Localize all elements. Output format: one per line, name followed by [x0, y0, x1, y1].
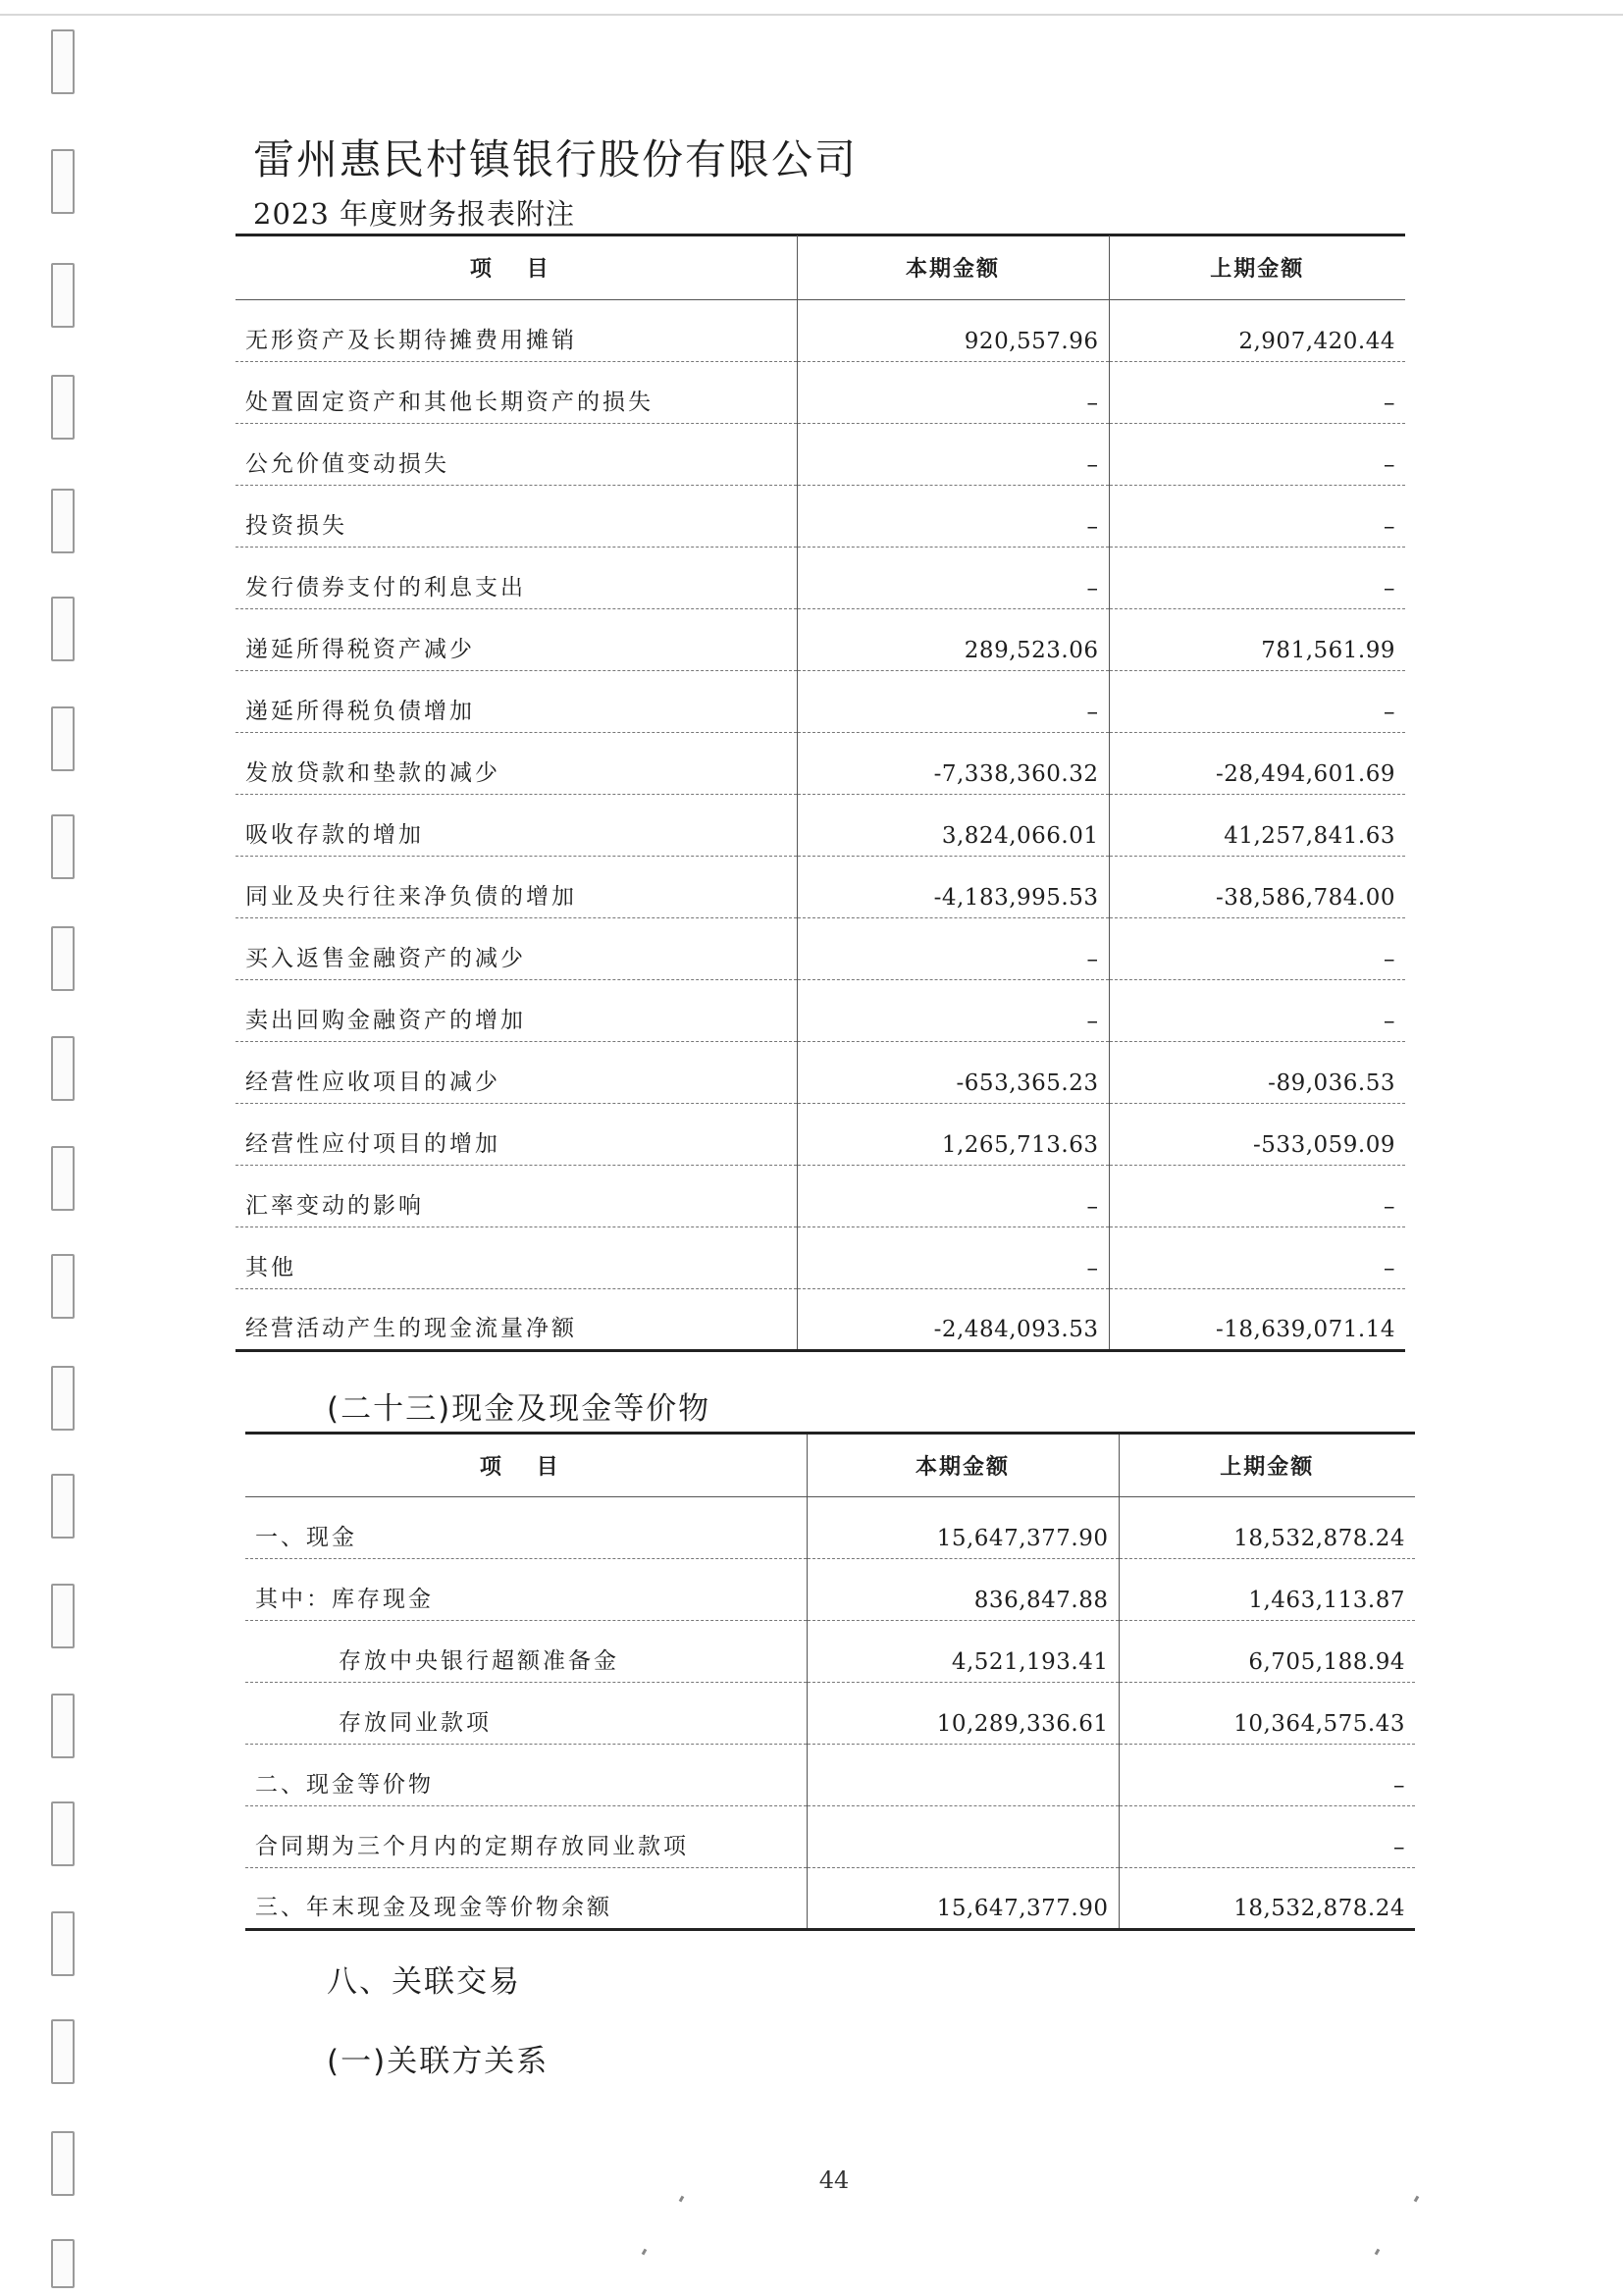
table-row	[236, 361, 1405, 423]
current-amount: 10,289,336.61	[807, 1682, 1119, 1744]
cash-equivalents-table	[245, 1435, 1415, 1931]
current-amount: –	[797, 1165, 1109, 1226]
current-amount: -653,365.23	[797, 1041, 1109, 1103]
row-label: 存放中央银行超额准备金	[245, 1620, 807, 1682]
table-row	[236, 917, 1405, 979]
table-row	[236, 1103, 1405, 1165]
report-subtitle: 2023 年度财务报表附注	[253, 197, 576, 231]
cash-flow-supplement-table	[236, 235, 1405, 1352]
binding-hole	[51, 29, 75, 94]
table-row	[236, 423, 1405, 485]
binding-hole	[51, 1584, 75, 1648]
binding-hole	[51, 1036, 75, 1101]
prior-amount: 2,907,420.44	[1109, 299, 1405, 361]
table-row	[245, 1496, 1415, 1558]
current-amount: 1,265,713.63	[797, 1103, 1109, 1165]
row-label: 其中：库存现金	[245, 1558, 807, 1620]
column-header-item: 项 目	[479, 1454, 572, 1480]
row-label: 递延所得税资产减少	[236, 608, 797, 670]
row-label: 无形资产及长期待摊费用摊销	[236, 299, 797, 361]
current-amount: 3,824,066.01	[797, 794, 1109, 856]
prior-amount: –	[1109, 485, 1405, 547]
row-label: 发行债券支付的利息支出	[236, 547, 797, 608]
current-amount: –	[797, 423, 1109, 485]
binding-hole	[51, 1366, 75, 1431]
binding-hole	[51, 706, 75, 771]
binding-hole	[51, 1801, 75, 1866]
row-label: 发放贷款和垫款的减少	[236, 732, 797, 794]
prior-amount: -38,586,784.00	[1109, 856, 1405, 917]
current-amount: 4,521,193.41	[807, 1620, 1119, 1682]
binding-hole	[51, 489, 75, 553]
binding-holes	[51, 29, 77, 2286]
table-row	[236, 732, 1405, 794]
binding-hole	[51, 926, 75, 991]
table-row	[236, 608, 1405, 670]
row-label: 合同期为三个月内的定期存放同业款项	[245, 1805, 807, 1867]
binding-hole	[51, 597, 75, 661]
prior-amount: –	[1109, 423, 1405, 485]
table-row	[236, 1165, 1405, 1226]
prior-amount: –	[1119, 1744, 1415, 1805]
prior-amount: -28,494,601.69	[1109, 732, 1405, 794]
prior-amount: 18,532,878.24	[1119, 1496, 1415, 1558]
column-header-current: 本期金额	[797, 235, 1109, 299]
scan-speck	[679, 2196, 685, 2203]
prior-amount: –	[1119, 1805, 1415, 1867]
table-row	[236, 979, 1405, 1041]
table-row	[236, 299, 1405, 361]
prior-amount: –	[1109, 1165, 1405, 1226]
current-amount	[807, 1805, 1119, 1867]
prior-amount: 1,463,113.87	[1119, 1558, 1415, 1620]
row-label: 买入返售金融资产的减少	[236, 917, 797, 979]
prior-amount: 18,532,878.24	[1119, 1867, 1415, 1929]
prior-amount: –	[1109, 917, 1405, 979]
row-label: 卖出回购金融资产的增加	[236, 979, 797, 1041]
current-amount: -7,338,360.32	[797, 732, 1109, 794]
prior-amount: –	[1109, 979, 1405, 1041]
table-total-row	[245, 1867, 1415, 1929]
binding-hole	[51, 263, 75, 328]
row-label: 经营性应收项目的减少	[236, 1041, 797, 1103]
column-header-prior: 上期金额	[1109, 235, 1405, 299]
scan-speck	[642, 2249, 648, 2256]
row-label: 经营性应付项目的增加	[236, 1103, 797, 1165]
row-label: 吸收存款的增加	[236, 794, 797, 856]
prior-amount: -18,639,071.14	[1109, 1288, 1405, 1350]
column-header-item: 项 目	[469, 256, 562, 282]
binding-hole	[51, 2131, 75, 2196]
scan-top-edge	[0, 14, 1623, 16]
table-row	[236, 794, 1405, 856]
row-label: 同业及央行往来净负债的增加	[236, 856, 797, 917]
scan-speck	[1375, 2249, 1381, 2256]
table-row	[245, 1558, 1415, 1620]
current-amount: –	[797, 670, 1109, 732]
prior-amount: –	[1109, 547, 1405, 608]
prior-amount: –	[1109, 670, 1405, 732]
row-label: 三、年末现金及现金等价物余额	[245, 1867, 807, 1929]
row-label: 处置固定资产和其他长期资产的损失	[236, 361, 797, 423]
current-amount: –	[797, 917, 1109, 979]
row-label: 递延所得税负债增加	[236, 670, 797, 732]
table-total-row	[236, 1288, 1405, 1350]
table-row	[245, 1805, 1415, 1867]
prior-amount: –	[1109, 1226, 1405, 1288]
table-header-row	[245, 1435, 1415, 1496]
row-label: 二、现金等价物	[245, 1744, 807, 1805]
binding-hole	[51, 1146, 75, 1211]
section-subheading-related-parties: (一)关联方关系	[327, 2044, 550, 2079]
prior-amount: 6,705,188.94	[1119, 1620, 1415, 1682]
row-label: 公允价值变动损失	[236, 423, 797, 485]
current-amount: 289,523.06	[797, 608, 1109, 670]
section-heading-cash-equivalents: (二十三)现金及现金等价物	[327, 1391, 711, 1427]
company-name: 雷州惠民村镇银行股份有限公司	[253, 135, 859, 183]
binding-hole	[51, 1694, 75, 1758]
current-amount: 15,647,377.90	[807, 1496, 1119, 1558]
binding-hole	[51, 149, 75, 214]
current-amount: 15,647,377.90	[807, 1867, 1119, 1929]
scan-speck	[1414, 2196, 1420, 2203]
prior-amount: 781,561.99	[1109, 608, 1405, 670]
table-header-row	[236, 235, 1405, 299]
current-amount	[807, 1744, 1119, 1805]
table-row	[236, 670, 1405, 732]
table-row	[245, 1620, 1415, 1682]
current-amount: -2,484,093.53	[797, 1288, 1109, 1350]
table-row	[236, 1041, 1405, 1103]
binding-hole	[51, 1254, 75, 1319]
current-amount: 920,557.96	[797, 299, 1109, 361]
row-label: 投资损失	[236, 485, 797, 547]
prior-amount: 41,257,841.63	[1109, 794, 1405, 856]
binding-hole	[51, 1911, 75, 1976]
table-row	[236, 547, 1405, 608]
section-heading-related-transactions: 八、关联交易	[327, 1964, 521, 2000]
column-header-prior: 上期金额	[1119, 1435, 1415, 1496]
table-row	[236, 1226, 1405, 1288]
table-row	[236, 856, 1405, 917]
column-header-current: 本期金额	[807, 1435, 1119, 1496]
current-amount: -4,183,995.53	[797, 856, 1109, 917]
prior-amount: -89,036.53	[1109, 1041, 1405, 1103]
binding-hole	[51, 2239, 75, 2288]
current-amount: –	[797, 361, 1109, 423]
row-label: 经营活动产生的现金流量净额	[236, 1288, 797, 1350]
binding-hole	[51, 2019, 75, 2084]
table-row	[245, 1682, 1415, 1744]
binding-hole	[51, 1474, 75, 1539]
row-label: 其他	[236, 1226, 797, 1288]
prior-amount: -533,059.09	[1109, 1103, 1405, 1165]
row-label: 存放同业款项	[245, 1682, 807, 1744]
current-amount: –	[797, 979, 1109, 1041]
row-label: 汇率变动的影响	[236, 1165, 797, 1226]
current-amount: –	[797, 547, 1109, 608]
row-label: 一、现金	[245, 1496, 807, 1558]
prior-amount: –	[1109, 361, 1405, 423]
table-row	[245, 1744, 1415, 1805]
page-number: 44	[818, 2166, 850, 2194]
prior-amount: 10,364,575.43	[1119, 1682, 1415, 1744]
current-amount: –	[797, 1226, 1109, 1288]
binding-hole	[51, 814, 75, 879]
current-amount: 836,847.88	[807, 1558, 1119, 1620]
binding-hole	[51, 375, 75, 440]
current-amount: –	[797, 485, 1109, 547]
table-row	[236, 485, 1405, 547]
